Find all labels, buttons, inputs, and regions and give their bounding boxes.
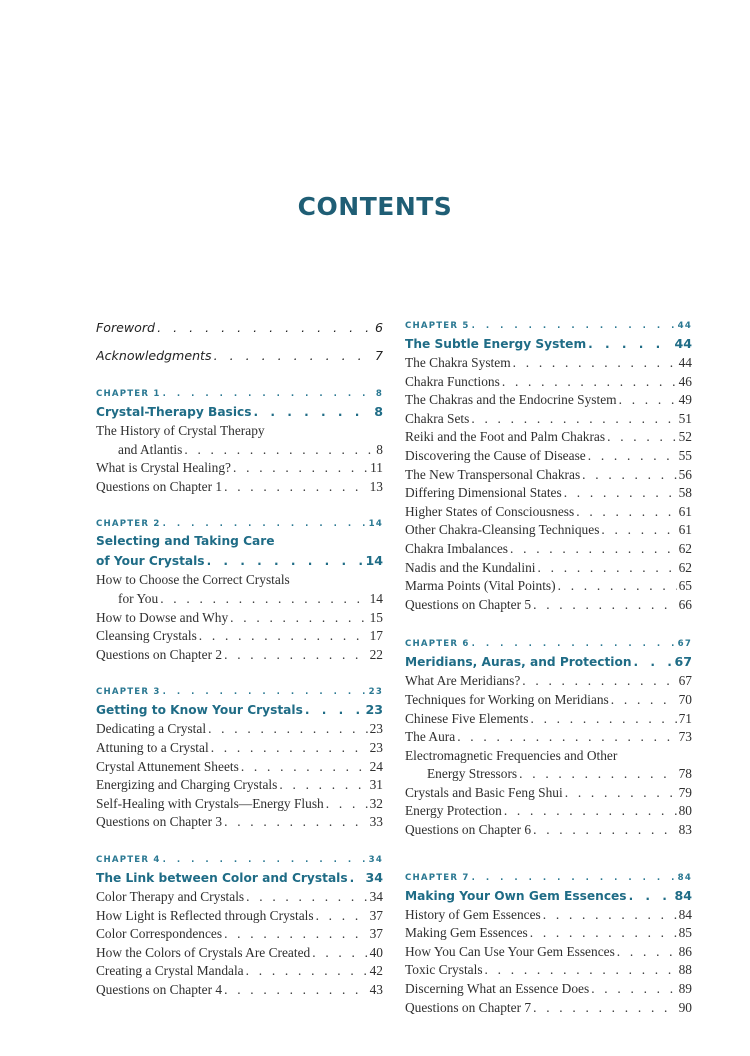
chapter-title[interactable] <box>405 886 692 906</box>
toc-entry-label: Techniques for Working on Meridians <box>405 691 609 707</box>
chapter-title-page-number: 84 <box>674 887 692 903</box>
chapter-title[interactable] <box>405 652 692 672</box>
toc-entry[interactable] <box>96 739 383 758</box>
dot-leader <box>471 410 676 429</box>
front-matter-entry-page-number: 6 <box>374 320 383 335</box>
dot-leader <box>279 776 367 795</box>
chapter-title-label: The Link between Color and Crystals <box>96 870 348 885</box>
toc-entry[interactable] <box>405 924 692 943</box>
toc-entry-page-number: 70 <box>678 691 692 707</box>
toc-entry[interactable] <box>405 466 692 485</box>
chapter-label-page-number: 44 <box>677 321 692 331</box>
toc-entry-label: Chakra Sets <box>405 410 470 426</box>
toc-entry-label: Questions on Chapter 1 <box>96 478 223 494</box>
toc-entry[interactable] <box>405 577 692 596</box>
toc-entry-label: What Are Meridians? <box>405 673 521 689</box>
toc-entry-page-number: 43 <box>369 981 383 997</box>
toc-entry-page-number: 71 <box>678 710 692 726</box>
toc-entry-label: Color Therapy and Crystals <box>96 888 245 904</box>
toc-entry-page-number: 23 <box>369 721 383 737</box>
toc-entry-page-number: 84 <box>678 906 692 922</box>
chapter-section <box>405 636 692 839</box>
toc-entry-page-number: 61 <box>678 522 692 538</box>
toc-entry-page-number: 66 <box>678 596 692 612</box>
toc-entry-label: The Chakras and the Endocrine System <box>405 392 617 408</box>
toc-entry-label: Energy Stressors <box>427 766 518 782</box>
chapter-title-page-number: 67 <box>674 654 692 670</box>
dot-leader <box>591 980 676 999</box>
right-chapters <box>405 318 692 1017</box>
toc-entry-label: Questions on Chapter 4 <box>96 981 223 997</box>
dot-leader <box>588 447 677 466</box>
dot-leader <box>533 821 677 840</box>
toc-entry-label: Questions on Chapter 5 <box>405 596 532 612</box>
toc-entry-label: The Aura <box>405 729 456 745</box>
toc-entry-label: Questions on Chapter 6 <box>405 822 532 838</box>
toc-entry[interactable] <box>96 944 383 963</box>
dot-leader <box>305 701 364 720</box>
dot-leader <box>513 354 677 373</box>
toc-entry-label: Differing Dimensional States <box>405 485 562 501</box>
dot-leader <box>233 459 368 478</box>
toc-entry[interactable] <box>96 627 383 646</box>
dot-leader <box>316 907 368 926</box>
chapter-title-page-number: 34 <box>365 869 383 885</box>
toc-entry-page-number: 32 <box>369 795 383 811</box>
chapter-label-page-number: 34 <box>368 854 383 865</box>
dot-leader <box>224 925 368 944</box>
toc-entry-label: Questions on Chapter 7 <box>405 999 532 1015</box>
dot-leader <box>163 852 367 868</box>
chapter-label-label: CHAPTER 5 <box>405 321 470 331</box>
toc-entry-page-number: 78 <box>678 766 692 782</box>
toc-entry-label: for You <box>118 590 159 606</box>
toc-entry[interactable] <box>96 478 383 497</box>
toc-entry-label: Cleansing Crystals <box>96 628 197 644</box>
toc-entry[interactable] <box>405 710 692 729</box>
toc-entry-label: Making Gem Essences <box>405 925 528 941</box>
toc-entry-page-number: 73 <box>678 729 692 745</box>
toc-entry[interactable] <box>96 646 383 665</box>
dot-leader <box>611 691 677 710</box>
toc-entry-page-number: 79 <box>678 784 692 800</box>
toc-entry[interactable] <box>405 980 692 999</box>
chapter-title[interactable] <box>96 868 383 888</box>
toc-entry-label: How the Colors of Crystals Are Created <box>96 944 311 960</box>
dot-leader <box>157 318 373 338</box>
dot-leader <box>163 516 367 532</box>
toc-entry-page-number: 33 <box>369 814 383 830</box>
toc-entry-page-number: 44 <box>678 355 692 370</box>
toc-entry-page-number: 23 <box>369 739 383 755</box>
chapter-title-page-number: 23 <box>365 702 383 718</box>
front-matter-entry-label: Acknowledgments <box>96 348 212 363</box>
toc-entry[interactable] <box>405 596 692 615</box>
chapter-label-page-number: 84 <box>677 872 692 883</box>
toc-entry-label: Dedicating a Crystal <box>96 721 207 737</box>
dot-leader <box>533 999 677 1018</box>
toc-right-column <box>405 318 692 1017</box>
dot-leader <box>211 739 368 758</box>
toc-entry-page-number: 58 <box>678 485 692 501</box>
toc-entry-label: How You Can Use Your Gem Essences <box>405 943 615 959</box>
dot-leader <box>533 596 677 615</box>
dot-leader <box>565 784 677 803</box>
chapter-title: Selecting and Taking Care <box>96 534 275 549</box>
toc-entry-label: Questions on Chapter 2 <box>96 646 223 662</box>
dot-leader <box>522 672 676 691</box>
toc-entry-page-number: 80 <box>678 803 692 819</box>
chapter-label[interactable] <box>96 684 383 700</box>
chapter-section <box>96 684 383 832</box>
toc-entry[interactable] <box>405 540 692 559</box>
front-matter-entry-label: Foreword <box>96 320 156 335</box>
dot-leader <box>504 802 677 821</box>
toc-entry-page-number: 52 <box>678 429 692 445</box>
chapter-title[interactable] <box>96 700 383 720</box>
dot-leader <box>184 441 374 460</box>
chapter-title-label: The Subtle Energy System <box>405 337 587 351</box>
chapter-label-label: CHAPTER 6 <box>405 639 470 650</box>
page-title: CONTENTS <box>297 192 453 221</box>
toc-entry: The History of Crystal Therapy <box>96 423 265 438</box>
dot-leader <box>199 627 368 646</box>
toc-entry-page-number: 11 <box>370 460 383 476</box>
toc-entry-page-number: 61 <box>678 503 692 519</box>
toc-entry[interactable] <box>405 672 692 691</box>
dot-leader <box>224 981 368 1000</box>
toc-entry[interactable] <box>96 720 383 739</box>
dot-leader <box>472 318 676 334</box>
chapter-title-label: Making Your Own Gem Essences <box>405 888 627 903</box>
toc-entry[interactable] <box>405 999 692 1018</box>
toc-entry[interactable] <box>405 765 692 784</box>
toc-entry[interactable] <box>405 373 692 392</box>
toc-entry[interactable] <box>405 521 692 540</box>
toc-entry-label: History of Gem Essences <box>405 906 541 922</box>
chapter-title-page-number: 44 <box>674 336 692 351</box>
dot-leader <box>519 765 676 784</box>
toc-entry[interactable] <box>405 354 692 373</box>
toc-entry-page-number: 65 <box>678 578 692 594</box>
toc-entry[interactable] <box>96 795 383 814</box>
chapter-title-label: of Your Crystals <box>96 554 205 569</box>
dot-leader <box>634 653 673 672</box>
chapter-label[interactable] <box>405 870 692 886</box>
chapter-label[interactable] <box>96 852 383 868</box>
toc-left-column <box>96 318 383 999</box>
front-matter-entry[interactable] <box>96 346 383 366</box>
toc-entry-page-number: 83 <box>678 822 692 838</box>
toc-entry-page-number: 90 <box>678 999 692 1015</box>
dot-leader <box>160 590 367 609</box>
dot-leader <box>224 478 368 497</box>
chapter-section <box>405 870 692 1018</box>
toc-entry-page-number: 85 <box>678 925 692 941</box>
dot-leader <box>472 870 676 886</box>
dot-leader <box>601 521 676 540</box>
toc-entry[interactable] <box>405 961 692 980</box>
dot-leader <box>530 710 676 729</box>
dot-leader <box>629 887 673 906</box>
toc-entry-label: Reiki and the Foot and Palm Chakras <box>405 429 606 445</box>
chapter-label-label: CHAPTER 7 <box>405 872 470 883</box>
dot-leader <box>312 944 367 963</box>
toc-entry-page-number: 37 <box>369 926 383 942</box>
dot-leader <box>253 403 372 422</box>
toc-entry[interactable] <box>96 962 383 981</box>
toc-entry[interactable] <box>405 391 692 410</box>
chapter-section <box>96 516 383 664</box>
front-matter <box>96 318 383 366</box>
toc-entry[interactable] <box>405 559 692 578</box>
toc-entry[interactable] <box>405 802 692 821</box>
toc-entry-page-number: 22 <box>369 646 383 662</box>
toc-entry-page-number: 55 <box>678 447 692 463</box>
toc-entry-label: Attuning to a Crystal <box>96 739 209 755</box>
toc-entry-label: Marma Points (Vital Points) <box>405 578 556 594</box>
dot-leader <box>538 559 677 578</box>
chapter-label-label: CHAPTER 2 <box>96 519 161 530</box>
toc-entry-label: Crystals and Basic Feng Shui <box>405 784 563 800</box>
toc-entry: How to Choose the Correct Crystals <box>96 572 290 588</box>
dot-leader <box>588 335 672 354</box>
dot-leader <box>576 503 676 522</box>
toc-entry-page-number: 86 <box>678 943 692 959</box>
dot-leader <box>472 636 676 652</box>
chapter-title-label: Crystal-Therapy Basics <box>96 405 252 419</box>
toc-entry[interactable] <box>405 821 692 840</box>
front-matter-entry[interactable] <box>96 318 383 338</box>
chapter-label-page-number: 14 <box>368 519 383 530</box>
chapter-section <box>96 386 383 496</box>
toc-entry-page-number: 24 <box>369 758 383 774</box>
toc-entry-page-number: 56 <box>678 466 692 482</box>
toc-entry-label: and Atlantis <box>118 441 183 457</box>
toc-entry-label: How Light is Reflected through Crystals <box>96 907 314 923</box>
dot-leader <box>230 609 367 628</box>
toc-entry-page-number: 31 <box>369 777 383 793</box>
dot-leader <box>558 577 677 596</box>
dot-leader <box>582 466 676 485</box>
chapter-label[interactable] <box>405 636 692 652</box>
dot-leader <box>510 540 677 559</box>
toc-entry-label: The Chakra System <box>405 355 511 370</box>
toc-entry-label: Toxic Crystals <box>405 962 483 978</box>
chapter-label[interactable] <box>96 386 383 402</box>
toc-entry-label: Chakra Functions <box>405 373 500 389</box>
toc-entry-label: Color Correspondences <box>96 926 223 942</box>
chapter-label-label: CHAPTER 3 <box>96 687 161 698</box>
dot-leader <box>564 484 677 503</box>
toc-entry[interactable] <box>96 907 383 926</box>
chapter-label-label: CHAPTER 1 <box>96 389 161 399</box>
toc-entry-label: Discerning What an Essence Does <box>405 981 590 997</box>
toc-entry[interactable] <box>405 503 692 522</box>
toc-entry-page-number: 17 <box>369 628 383 644</box>
toc-entry-page-number: 40 <box>369 944 383 960</box>
toc-entry-page-number: 42 <box>369 963 383 979</box>
toc-entry[interactable] <box>96 758 383 777</box>
toc-entry-page-number: 46 <box>678 373 692 389</box>
dot-leader <box>485 961 677 980</box>
dot-leader <box>619 391 677 410</box>
dot-leader <box>207 552 364 571</box>
dot-leader <box>543 906 677 925</box>
toc-entry[interactable] <box>96 776 383 795</box>
chapter-label-page-number: 67 <box>677 639 692 650</box>
toc-entry[interactable] <box>405 410 692 429</box>
dot-leader <box>224 646 368 665</box>
toc-entry-label: Creating a Crystal Mandala <box>96 963 244 979</box>
toc-entry-page-number: 34 <box>369 888 383 904</box>
toc-entry-page-number: 14 <box>369 590 383 606</box>
toc-entry-label: The New Transpersonal Chakras <box>405 466 581 482</box>
dot-leader <box>607 428 677 447</box>
toc-entry-label: How to Dowse and Why <box>96 609 229 625</box>
toc-entry-page-number: 37 <box>369 907 383 923</box>
toc-entry[interactable] <box>405 906 692 925</box>
toc-entry[interactable] <box>96 459 383 478</box>
toc-entry-label: Energizing and Charging Crystals <box>96 777 278 793</box>
chapter-title-label: Meridians, Auras, and Protection <box>405 655 632 670</box>
toc-entry[interactable] <box>96 925 383 944</box>
toc-entry[interactable] <box>96 590 383 609</box>
toc-entry-label: Nadis and the Kundalini <box>405 559 536 575</box>
toc-entry: Electromagnetic Frequencies and Other <box>405 747 618 763</box>
toc-entry-page-number: 62 <box>678 559 692 575</box>
dot-leader <box>350 869 364 888</box>
dot-leader <box>214 346 373 366</box>
toc-entry-page-number: 13 <box>369 478 383 494</box>
dot-leader <box>163 386 374 402</box>
dot-leader <box>457 728 676 747</box>
toc-entry-label: Self-Healing with Crystals—Energy Flush <box>96 795 324 811</box>
chapter-title-label: Getting to Know Your Crystals <box>96 703 303 718</box>
chapter-label-page-number: 23 <box>368 687 383 698</box>
toc-entry-page-number: 88 <box>678 962 692 978</box>
chapter-title-page-number: 8 <box>374 404 383 419</box>
dot-leader <box>326 795 368 814</box>
dot-leader <box>208 720 368 739</box>
chapter-label-label: CHAPTER 4 <box>96 854 161 865</box>
toc-entry-label: Discovering the Cause of Disease <box>405 447 586 463</box>
toc-entry-label: Chakra Imbalances <box>405 540 508 556</box>
toc-entry[interactable] <box>405 447 692 466</box>
dot-leader <box>530 924 677 943</box>
toc-entry[interactable] <box>405 728 692 747</box>
toc-entry-page-number: 51 <box>678 410 692 426</box>
toc-entry-label: Higher States of Consciousness <box>405 503 575 519</box>
toc-entry-page-number: 8 <box>376 441 383 457</box>
toc-entry-label: Energy Protection <box>405 803 502 819</box>
toc-entry-label: Chinese Five Elements <box>405 710 529 726</box>
toc-entry[interactable] <box>96 981 383 1000</box>
toc-entry-label: Other Chakra-Cleansing Techniques <box>405 522 600 538</box>
chapter-label-page-number: 8 <box>375 389 383 399</box>
chapter-section <box>96 852 383 1000</box>
dot-leader <box>246 888 367 907</box>
toc-entry[interactable] <box>405 428 692 447</box>
toc-entry-page-number: 67 <box>678 673 692 689</box>
toc-entry-page-number: 15 <box>369 609 383 625</box>
toc-entry-page-number: 62 <box>678 540 692 556</box>
dot-leader <box>241 758 368 777</box>
chapter-label[interactable] <box>405 318 692 334</box>
toc-entry-page-number: 49 <box>678 392 692 408</box>
dot-leader <box>502 373 677 392</box>
toc-entry[interactable] <box>405 691 692 710</box>
toc-entry[interactable] <box>405 484 692 503</box>
toc-entry[interactable] <box>405 943 692 962</box>
toc-entry[interactable] <box>96 813 383 832</box>
toc-entry[interactable] <box>96 888 383 907</box>
toc-entry[interactable] <box>405 784 692 803</box>
toc-entry[interactable] <box>96 609 383 628</box>
front-matter-entry-page-number: 7 <box>374 348 383 363</box>
dot-leader <box>617 943 677 962</box>
chapter-section <box>405 318 692 614</box>
toc-entry-label: What is Crystal Healing? <box>96 460 231 476</box>
toc-entry-label: Crystal Attunement Sheets <box>96 758 239 774</box>
toc-entry[interactable] <box>96 441 383 460</box>
chapter-title[interactable] <box>96 402 383 422</box>
dot-leader <box>163 684 367 700</box>
chapter-title[interactable] <box>96 551 383 571</box>
chapter-label[interactable] <box>96 516 383 532</box>
chapter-title[interactable] <box>405 334 692 354</box>
chapter-title-page-number: 14 <box>365 553 383 569</box>
toc-entry-page-number: 89 <box>678 981 692 997</box>
dot-leader <box>224 813 368 832</box>
toc-entry-label: Questions on Chapter 3 <box>96 814 223 830</box>
dot-leader <box>246 962 368 981</box>
left-chapters <box>96 386 383 999</box>
